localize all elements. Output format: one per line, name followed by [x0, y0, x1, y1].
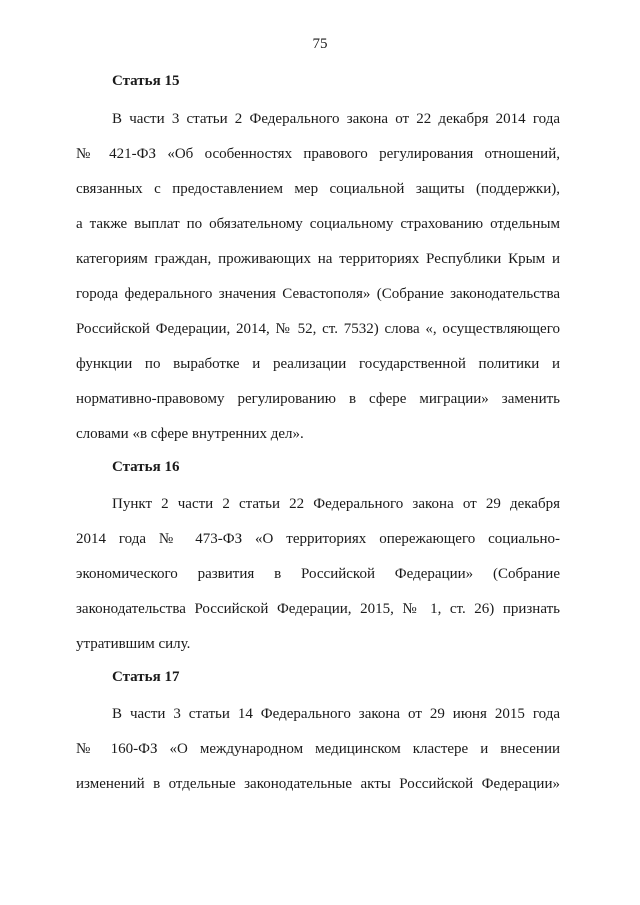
article-16-heading: Статья 16 — [112, 459, 180, 475]
article-15-line-7: Российской Федерации, 2014, № 52, ст. 7532) слова «, осуществляющего — [76, 321, 560, 337]
article-17-line-2: № 160-ФЗ «О международном медицинском кластере и внесении — [76, 741, 560, 757]
article-15-line-10: словами «в сфере внутренних дел». — [76, 426, 304, 442]
article-17-line-3: изменений в отдельные законодательные акты Российской Федерации» — [76, 776, 560, 792]
article-17-heading: Статья 17 — [112, 669, 180, 685]
article-15-line-3: связанных с предоставлением мер социальной защиты (поддержки), — [76, 181, 560, 197]
article-16-line-3: экономического развития в Российской Федерации» (Собрание — [76, 566, 560, 582]
article-17-line-1: В части 3 статьи 14 Федерального закона от 29 июня 2015 года — [112, 706, 560, 722]
article-15-line-2: № 421-ФЗ «Об особенностях правового регулирования отношений, — [76, 146, 560, 162]
article-16-line-2: 2014 года № 473-ФЗ «О территориях опережающего социально- — [76, 531, 560, 547]
article-16-line-1: Пункт 2 части 2 статьи 22 Федерального закона от 29 декабря — [112, 496, 560, 512]
article-15-line-6: города федерального значения Севастополя» (Собрание законодательства — [76, 286, 560, 302]
article-15-line-5: категориям граждан, проживающих на территориях Республики Крым и — [76, 251, 560, 267]
article-15-line-8: функции по выработке и реализации государственной политики и — [76, 356, 560, 372]
article-15-line-1: В части 3 статьи 2 Федерального закона от 22 декабря 2014 года — [112, 111, 560, 127]
article-15-heading: Статья 15 — [112, 73, 180, 89]
article-16-line-4: законодательства Российской Федерации, 2015, № 1, ст. 26) признать — [76, 601, 560, 617]
page-number: 75 — [312, 36, 328, 52]
article-16-line-5: утратившим силу. — [76, 636, 191, 652]
article-15-line-4: а также выплат по обязательному социальному страхованию отдельным — [76, 216, 560, 232]
article-15-line-9: нормативно-правовому регулированию в сфере миграции» заменить — [76, 391, 560, 407]
